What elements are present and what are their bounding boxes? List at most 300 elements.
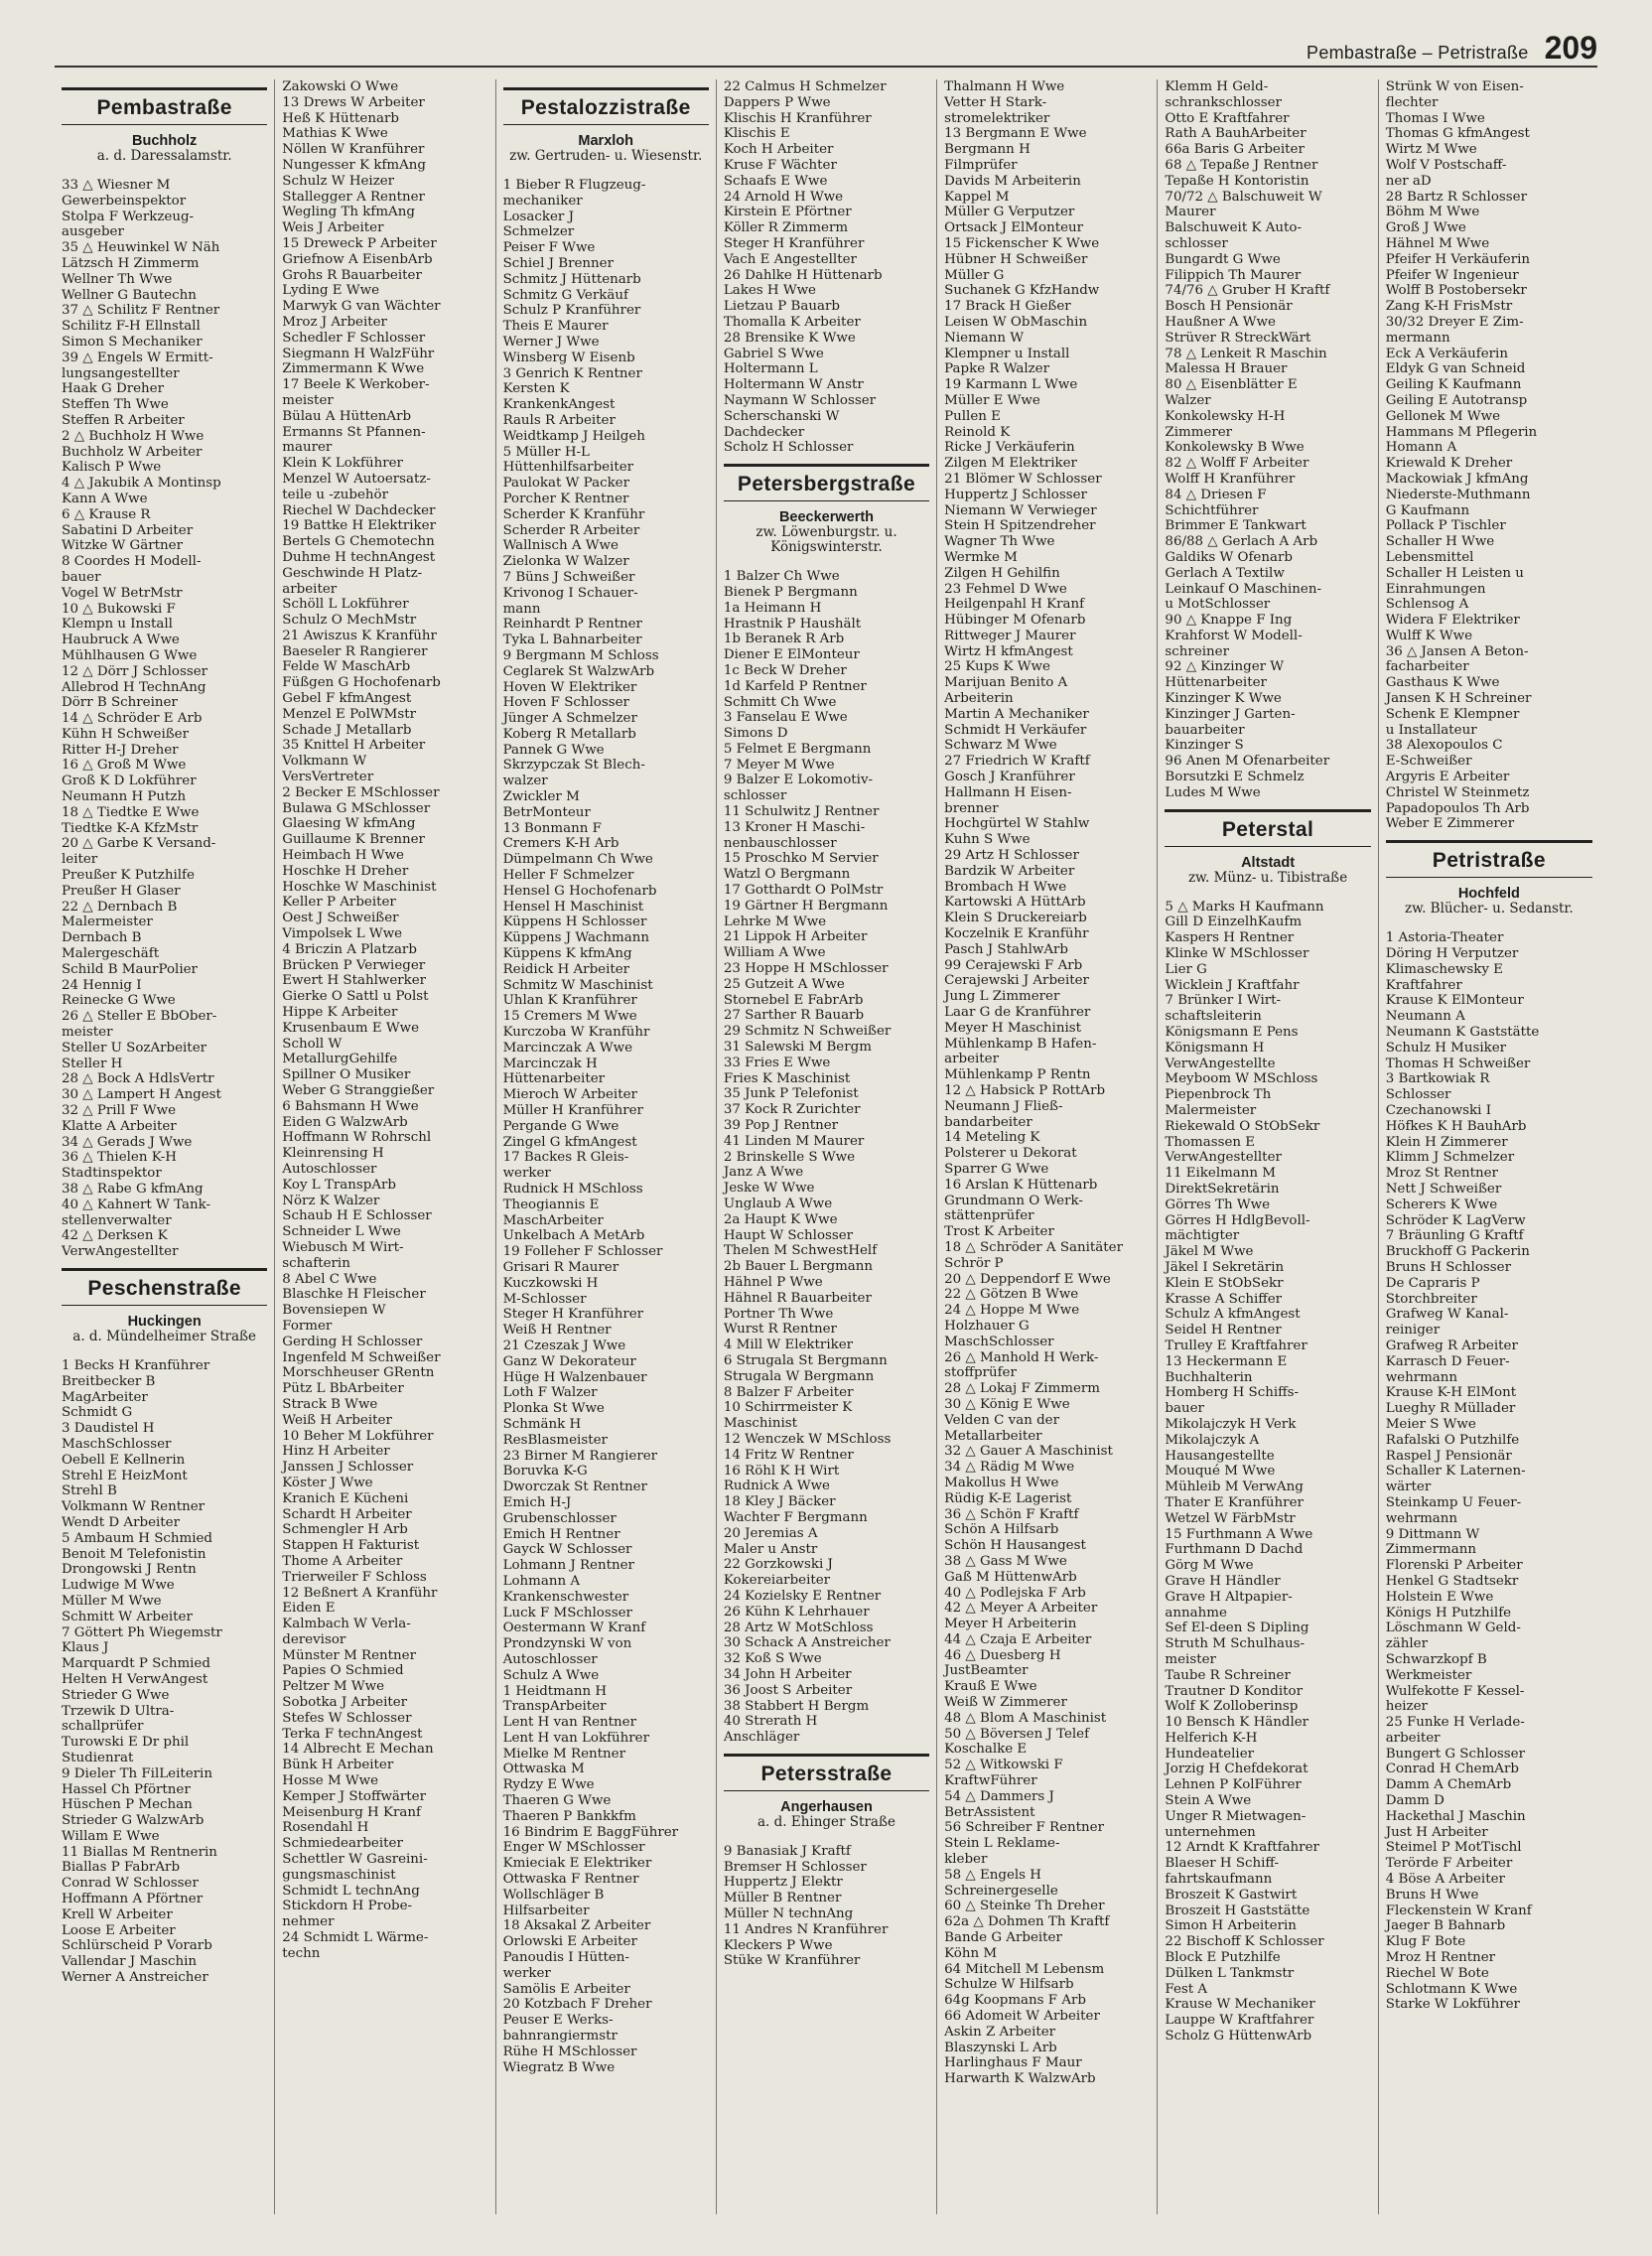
- resident-entry: 37 Kock R Zurichter: [723, 1102, 861, 1118]
- street-heading: [1386, 840, 1592, 878]
- resident-entry: Broszeit K Gastwirt: [1165, 1887, 1298, 1903]
- resident-entry: VerwAngestellter: [1165, 1150, 1282, 1166]
- resident-entry: 25 Funke H Verlade-: [1385, 1715, 1525, 1731]
- resident-entry: Meisenburg H Kranf: [282, 1804, 421, 1820]
- resident-entry: Lohmann J Rentner: [502, 1558, 634, 1574]
- resident-entry: Lakes H Wwe: [723, 283, 816, 299]
- resident-entry: 4 Briczin A Platzarb: [282, 941, 417, 957]
- resident-entry: 9 Balzer E Lokomotiv-: [723, 773, 874, 788]
- resident-entry: 36 △ Schön F Kraftf: [944, 1506, 1079, 1522]
- resident-entry: DirektSekretärin: [1165, 1182, 1280, 1197]
- resident-entry: Unger R Mietwagen-: [1165, 1808, 1307, 1824]
- resident-entry: 40 Strerath H: [723, 1714, 818, 1730]
- resident-entry: Scherers K Wwe: [1385, 1197, 1498, 1212]
- resident-entry: Bünk H Arbeiter: [282, 1758, 394, 1773]
- resident-entry: Gerding H Schlosser: [282, 1334, 423, 1349]
- resident-entry: Hallmann H Eisen-: [944, 784, 1072, 800]
- resident-entry: Dülken L Tankmstr: [1165, 1965, 1295, 1981]
- resident-entry: Schmiedearbeiter: [282, 1836, 403, 1852]
- resident-entry: arbeiter: [944, 1052, 1000, 1067]
- resident-entry: Müller B Rentner: [723, 1891, 842, 1906]
- resident-entry: Vogel W BetrMstr: [62, 585, 183, 601]
- resident-entry: Schmitz G Verkäuf: [502, 287, 628, 303]
- resident-entry: Autoschlosser: [502, 1651, 598, 1667]
- resident-entry: Nörz K Walzer: [282, 1193, 380, 1208]
- resident-entry: Pfeifer H Verkäuferin: [1385, 251, 1531, 267]
- resident-entry: Broszeit H Gaststätte: [1165, 1903, 1310, 1918]
- resident-entry: 27 Sarther R Bauarb: [723, 1008, 865, 1024]
- resident-entry: 42 △ Meyer A Arbeiter: [944, 1601, 1098, 1617]
- resident-entry: reiniger: [1385, 1323, 1441, 1339]
- resident-entry: brenner: [944, 800, 999, 816]
- resident-entry: Lent H van Rentner: [502, 1715, 636, 1731]
- resident-entry: Hoffmann A Pförtner: [62, 1892, 204, 1907]
- resident-entry: Blaeser H Schiff-: [1165, 1856, 1279, 1872]
- resident-entry: Pollack P Tischler: [1385, 518, 1506, 534]
- resident-entry: Fries K Maschinist: [723, 1070, 851, 1086]
- resident-entry: Küppens K kfmAng: [502, 946, 632, 962]
- street-location: zw. Löwenburgstr. u. Königswinterstr.: [756, 524, 897, 556]
- resident-entry: 5 △ Marks H Kaufmann: [1165, 899, 1324, 915]
- resident-entry: Krause W Mechaniker: [1165, 1997, 1315, 2013]
- resident-entry: VerwAngestellte: [1165, 1056, 1276, 1071]
- resident-entry: Panoudis I Hütten-: [502, 1950, 629, 1966]
- resident-entry: Buchhalterin: [1165, 1369, 1253, 1385]
- resident-entry: JustBeamter: [944, 1663, 1029, 1679]
- resident-entry: Terka F technAngest: [282, 1726, 423, 1742]
- resident-entry: Baeseler R Rangierer: [282, 643, 428, 659]
- resident-entry: 1 Becks H Kranführer: [62, 1357, 210, 1373]
- resident-entry: Loth F Walzer: [502, 1385, 598, 1401]
- resident-entry: Kriewald K Dreher: [1385, 456, 1513, 472]
- resident-entry: Neumann J Fließ-: [944, 1098, 1063, 1114]
- resident-entry: 2 Brinskelle S Wwe: [723, 1149, 856, 1165]
- resident-entry: Simon S Mechaniker: [62, 334, 203, 350]
- resident-entry: 33 △ Wiesner M: [62, 178, 171, 193]
- resident-entry: Kmieciak E Elektriker: [502, 1856, 652, 1872]
- resident-entry: Hippe K Arbeiter: [282, 1005, 398, 1021]
- resident-entry: Siegmann H WalzFühr: [282, 346, 435, 361]
- resident-entry: Küppens H Schlosser: [502, 915, 647, 930]
- resident-entry: Hähnel P Wwe: [723, 1274, 823, 1290]
- resident-entry: Rosendahl H: [282, 1820, 369, 1836]
- resident-entry: 2 △ Buchholz H Wwe: [62, 428, 205, 444]
- resident-entry: 99 Cerajewski F Arb: [944, 957, 1083, 973]
- resident-entry: Paulokat W Packer: [502, 476, 630, 492]
- resident-entry: 24 △ Hoppe M Wwe: [944, 1303, 1080, 1319]
- resident-entry: Wulfekotte F Kessel-: [1385, 1683, 1525, 1699]
- resident-entry: Ewert H Stahlwerker: [282, 973, 427, 989]
- top-rule: [55, 66, 1597, 68]
- resident-entry: Rath A BauhArbeiter: [1165, 126, 1307, 142]
- resident-entry: Hensel G Hochofenarb: [502, 883, 657, 899]
- resident-entry: Hähnel R Bauarbeiter: [723, 1290, 872, 1306]
- resident-entry: Schmitt W Arbeiter: [62, 1609, 193, 1624]
- resident-entry: Schaub H E Schlosser: [282, 1208, 432, 1224]
- resident-entry: 3 Bartkowiak R: [1385, 1071, 1490, 1087]
- resident-entry: Grubenschlosser: [502, 1510, 617, 1526]
- district-name: Buchholz: [132, 133, 198, 149]
- resident-entry: Marcinczak H: [502, 1056, 598, 1071]
- resident-entry: Steffen Th Wwe: [62, 397, 169, 413]
- resident-entry: Schaller H Leisten u: [1385, 565, 1524, 581]
- resident-entry: Kuczkowski H: [502, 1275, 599, 1291]
- resident-entry: Damm D: [1385, 1793, 1445, 1809]
- resident-entry: Jansen K H Schreiner: [1385, 691, 1532, 707]
- resident-entry: 13 Heckermann E: [1165, 1353, 1288, 1369]
- resident-entry: Kleinrensing H: [282, 1146, 384, 1162]
- resident-entry: 26 △ Steller E BbOber-: [62, 1009, 217, 1025]
- district-name: Beeckerwerth: [778, 509, 875, 526]
- resident-entry: 20 Jeremias A: [723, 1525, 818, 1541]
- resident-entry: 40 △ Podlejska F Arb: [944, 1585, 1086, 1601]
- resident-entry: Bardzik W Arbeiter: [944, 863, 1075, 879]
- resident-entry: 86/88 △ Gerlach A Arb: [1165, 534, 1318, 550]
- resident-entry: Müller E Wwe: [944, 392, 1040, 408]
- resident-entry: 12 Wenczek W MSchloss: [723, 1431, 892, 1447]
- resident-entry: Ceglarek St WalzwArb: [502, 663, 655, 679]
- resident-entry: 17 Beele K Werkober-: [282, 377, 430, 393]
- resident-entry: 23 Fehmel D Wwe: [944, 581, 1067, 597]
- resident-entry: Boruvka K-G: [502, 1464, 588, 1480]
- resident-entry: Steller U SozArbeiter: [62, 1040, 207, 1056]
- resident-entry: 8 Coordes H Modell-: [62, 554, 202, 570]
- resident-entry: 9 Dieler Th FilLeiterin: [62, 1765, 212, 1781]
- resident-entry: Groß J Wwe: [1385, 220, 1466, 236]
- resident-entry: 14 △ Schröder E Arb: [62, 711, 203, 727]
- resident-entry: Gayck W Schlosser: [502, 1542, 632, 1558]
- resident-entry: Malergeschäft: [62, 946, 160, 962]
- resident-entry: Gierke O Sattl u Polst: [282, 989, 429, 1005]
- resident-entry: 14 Fritz W Rentner: [723, 1447, 854, 1463]
- resident-entry: 12 △ Dörr J Schlosser: [62, 663, 208, 679]
- resident-entry: Lebensmittel: [1385, 549, 1474, 565]
- resident-entry: Ritter H-J Dreher: [62, 742, 179, 758]
- resident-entry: Czechanowski I: [1385, 1103, 1491, 1119]
- resident-entry: Thomassen E: [1165, 1134, 1256, 1150]
- resident-entry: 5 Müller H-L: [502, 444, 590, 460]
- resident-entry: Brimmer E Tankwart: [1165, 518, 1307, 534]
- resident-entry: 38 △ Gass M Wwe: [944, 1553, 1067, 1569]
- resident-entry: William A Wwe: [723, 945, 826, 961]
- resident-entry: Schulz P Kranführer: [502, 303, 641, 319]
- resident-entry: Bulawa G MSchlosser: [282, 800, 431, 816]
- resident-entry: Rydzy E Wwe: [502, 1777, 595, 1793]
- resident-entry: Klempner u Install: [944, 346, 1070, 361]
- resident-entry: Turowski E Dr phil: [62, 1735, 190, 1751]
- resident-entry: 15 Fickenscher K Wwe: [944, 235, 1100, 251]
- resident-entry: 64g Koopmans F Arb: [944, 1993, 1086, 2009]
- resident-entry: Argyris E Arbeiter: [1385, 770, 1510, 785]
- resident-entry: Mroz St Rentner: [1385, 1166, 1498, 1182]
- resident-entry: Rudnick A Wwe: [723, 1479, 830, 1494]
- resident-entry: 15 Proschko M Servier: [723, 851, 879, 867]
- resident-entry: Rüdig K-E Lagerist: [944, 1490, 1072, 1506]
- resident-entry: Schaller K Laternen-: [1385, 1464, 1526, 1480]
- street-heading: [724, 1754, 929, 1791]
- resident-entry: bauarbeiter: [1165, 722, 1245, 738]
- resident-entry: 3 Fanselau E Wwe: [723, 710, 848, 726]
- resident-entry: Neumann K Gaststätte: [1385, 1025, 1540, 1041]
- resident-entry: 28 △ Bock A HdlsVertr: [62, 1071, 214, 1087]
- resident-entry: Köller R Zimmerm: [723, 220, 849, 236]
- resident-entry: Königs H Putzhilfe: [1385, 1605, 1512, 1621]
- resident-entry: 37 △ Schilitz F Rentner: [62, 303, 220, 319]
- resident-entry: 36 △ Thielen K-H: [62, 1150, 177, 1166]
- resident-entry: Wachter F Bergmann: [723, 1509, 868, 1525]
- resident-entry: 20 △ Garbe K Versand-: [62, 836, 216, 852]
- resident-entry: schafterin: [282, 1255, 350, 1271]
- resident-entry: Cerajewski J Arbeiter: [944, 973, 1089, 989]
- resident-entry: Prondzynski W von: [502, 1636, 632, 1652]
- resident-entry: Schöll L Lokführer: [282, 597, 409, 613]
- resident-entry: Benoit M Telefonistin: [62, 1546, 206, 1562]
- resident-entry: Schwarz M Wwe: [944, 738, 1057, 754]
- resident-entry: Studienrat: [62, 1750, 134, 1765]
- resident-entry: 22 Calmus H Schmelzer: [723, 79, 887, 94]
- resident-entry: Hilfsarbeiter: [502, 1903, 590, 1918]
- resident-entry: Stickdorn H Probe-: [282, 1899, 413, 1914]
- resident-entry: Bülau A HüttenArb: [282, 408, 412, 424]
- resident-entry: Conrad W Schlosser: [62, 1876, 199, 1892]
- resident-entry: 1c Beck W Dreher: [723, 662, 847, 678]
- resident-entry: 22 △ Dernbach B: [62, 899, 178, 915]
- resident-entry: 5 Felmet E Bergmann: [723, 741, 872, 757]
- resident-entry: Thater E Kranführer: [1165, 1494, 1304, 1510]
- resident-entry: Konkolewsky H-H: [1165, 408, 1286, 424]
- resident-entry: Diener E ElMonteur: [723, 647, 860, 663]
- resident-entry: werker: [502, 1965, 551, 1981]
- resident-entry: Schwarzkopf B: [1385, 1651, 1487, 1667]
- resident-entry: 17 Backes R Gleis-: [502, 1150, 629, 1166]
- resident-entry: Thalmann H Wwe: [944, 79, 1065, 94]
- resident-entry: Mikolajczyk A: [1165, 1432, 1260, 1448]
- resident-entry: Ludwige M Wwe: [62, 1578, 175, 1594]
- resident-entry: 33 Fries E Wwe: [723, 1055, 831, 1070]
- resident-entry: Winsberg W Eisenb: [502, 350, 635, 365]
- resident-entry: zähler: [1385, 1636, 1428, 1652]
- resident-entry: 24 Arnold H Wwe: [723, 189, 844, 205]
- resident-entry: Gosch J Kranführer: [944, 770, 1075, 785]
- district-name: Hochfeld: [1457, 886, 1520, 903]
- resident-entry: Schenk E Klempner: [1385, 706, 1520, 722]
- resident-entry: Haubruck A Wwe: [62, 633, 180, 648]
- resident-entry: Heilgenpahl H Kranf: [944, 597, 1085, 613]
- resident-entry: Hübner H Schweißer: [944, 251, 1088, 267]
- resident-entry: 39 Pop J Rentner: [723, 1118, 839, 1134]
- resident-entry: Wegling Th kfmAng: [282, 205, 415, 220]
- resident-entry: Holtermann L: [723, 361, 818, 377]
- resident-entry: Samölis E Arbeiter: [502, 1981, 630, 1997]
- street-location: a. d. Daressalamstr.: [96, 148, 232, 164]
- resident-entry: annahme: [1165, 1605, 1227, 1621]
- street-name: Petersstraße: [760, 1762, 893, 1785]
- resident-entry: wehrmann: [1385, 1510, 1458, 1526]
- resident-entry: Askin Z Arbeiter: [944, 2024, 1056, 2040]
- resident-entry: 4 Mill W Elektriker: [723, 1338, 854, 1353]
- resident-entry: Zingel G kfmAngest: [502, 1134, 637, 1150]
- resident-entry: Hochgürtel W Stahlw: [944, 816, 1090, 832]
- resident-entry: 9 Bergmann M Schloss: [502, 647, 659, 663]
- resident-entry: walzer: [502, 774, 548, 789]
- resident-entry: Steinkamp U Feuer-: [1385, 1494, 1522, 1510]
- resident-entry: Unglaub A Wwe: [723, 1197, 833, 1211]
- resident-entry: 3 Genrich K Rentner: [502, 365, 642, 381]
- resident-entry: Pergande G Wwe: [502, 1118, 620, 1134]
- resident-entry: MagArbeiter: [62, 1389, 148, 1405]
- resident-entry: Florenski P Arbeiter: [1385, 1558, 1523, 1574]
- resident-entry: 22 Gorzkowski J: [723, 1557, 833, 1573]
- resident-entry: Bungardt G Wwe: [1165, 251, 1281, 267]
- resident-entry: 27 Friedrich W Kraftf: [944, 754, 1090, 770]
- resident-entry: meister: [1165, 1651, 1216, 1667]
- resident-entry: 52 △ Witkowski F: [944, 1758, 1063, 1773]
- resident-entry: 1 Balzer Ch Wwe: [723, 569, 840, 585]
- resident-entry: Grave H Händler: [1165, 1573, 1281, 1589]
- resident-entry: Meyboom W MSchloss: [1165, 1071, 1318, 1087]
- resident-entry: Weber G Stranggießer: [282, 1083, 435, 1098]
- resident-entry: Hüttenhilfsarbeiter: [502, 460, 634, 476]
- resident-entry: Klempn u Install: [62, 617, 173, 633]
- resident-entry: 28 Brensike K Wwe: [723, 330, 856, 346]
- resident-entry: 6 Bahsmann H Wwe: [282, 1098, 419, 1114]
- resident-entry: Rauls R Arbeiter: [502, 412, 616, 428]
- resident-entry: Blaszynski L Arb: [944, 2040, 1057, 2055]
- resident-entry: Meier S Wwe: [1385, 1416, 1476, 1432]
- resident-entry: Filippich Th Maurer: [1165, 267, 1302, 283]
- resident-entry: Holtermann W Anstr: [723, 377, 864, 393]
- resident-entry: Klischis E: [723, 126, 790, 142]
- resident-entry: nenbauschlosser: [723, 835, 837, 851]
- resident-entry: 12 △ Habsick P RottArb: [944, 1083, 1106, 1098]
- resident-entry: Orlowski E Arbeiter: [502, 1934, 637, 1950]
- resident-entry: Uhlan K Kranführer: [502, 993, 637, 1009]
- resident-entry: Conrad H ChemArb: [1385, 1762, 1519, 1777]
- resident-entry: 10 Schirrmeister K: [723, 1400, 853, 1416]
- resident-entry: Werkmeister: [1385, 1667, 1472, 1683]
- resident-entry: Sobotka J Arbeiter: [282, 1695, 408, 1711]
- resident-entry: Koschalke E: [944, 1742, 1028, 1758]
- resident-entry: Holzhauer G: [944, 1318, 1030, 1334]
- resident-entry: Krusenbaum E Wwe: [282, 1020, 420, 1036]
- directory-columns: [55, 79, 1599, 2214]
- resident-entry: Holstein E Wwe: [1385, 1589, 1494, 1605]
- resident-entry: Steimel P MotTischl: [1385, 1840, 1522, 1856]
- resident-entry: stoffprüfer: [944, 1365, 1017, 1381]
- street-location: zw. Blücher- u. Sedanstr.: [1405, 901, 1574, 917]
- resident-entry: Simon H Arbeiterin: [1165, 1918, 1297, 1934]
- resident-entry: Koy L TranspArb: [282, 1177, 396, 1193]
- district-name: Altstadt: [1241, 854, 1296, 871]
- resident-entry: werker: [502, 1166, 551, 1182]
- resident-entry: Zakowski O Wwe: [282, 79, 399, 94]
- resident-entry: KraftwFührer: [944, 1773, 1037, 1789]
- resident-entry: 34 △ Gerads J Wwe: [62, 1134, 193, 1150]
- resident-entry: Rudnick H MSchloss: [502, 1182, 643, 1197]
- resident-entry: Preußer H Glaser: [62, 883, 181, 899]
- resident-entry: Heß K Hüttenarb: [282, 110, 399, 126]
- resident-entry: BetrAssistent: [944, 1804, 1035, 1820]
- resident-entry: 26 Kühn K Lehrhauer: [723, 1604, 870, 1620]
- resident-entry: Vach E Angestellter: [723, 251, 857, 267]
- resident-entry: 17 Gotthardt O PolMstr: [723, 883, 884, 899]
- resident-entry: Trost K Arbeiter: [944, 1224, 1054, 1240]
- resident-entry: bandarbeiter: [944, 1114, 1032, 1130]
- street-name: Pestalozzistraße: [520, 96, 691, 119]
- resident-entry: KrankenkAngest: [502, 397, 616, 413]
- resident-entry: Krause K-H ElMont: [1385, 1385, 1517, 1401]
- resident-entry: Filmprüfer: [944, 157, 1018, 173]
- resident-entry: Löschmann W Geld-: [1385, 1621, 1521, 1636]
- resident-entry: Strack B Wwe: [282, 1396, 378, 1412]
- resident-entry: 19 Battke H Elektriker: [282, 518, 436, 534]
- resident-entry: Heimbach H Wwe: [282, 848, 404, 864]
- resident-entry: Struth M Schulhaus-: [1165, 1636, 1306, 1652]
- resident-entry: Bande G Arbeiter: [944, 1930, 1062, 1946]
- resident-entry: Marijuan Benito A: [944, 675, 1068, 691]
- resident-entry: 32 △ Gauer A Maschinist: [944, 1444, 1113, 1460]
- resident-entry: Strugala W Bergmann: [723, 1368, 875, 1384]
- resident-entry: Homann A: [1385, 440, 1457, 456]
- resident-entry: Jeske W Wwe: [723, 1181, 815, 1197]
- resident-entry: nehmer: [282, 1914, 335, 1930]
- resident-entry: Autoschlosser: [282, 1161, 377, 1177]
- resident-entry: Helferich K-H: [1165, 1730, 1258, 1746]
- resident-entry: 34 △ Rädig M Wwe: [944, 1460, 1075, 1476]
- resident-entry: fahrtskaufmann: [1165, 1872, 1273, 1888]
- resident-entry: 7 Brünker I Wirt-: [1165, 993, 1282, 1009]
- resident-entry: 36 Joost S Arbeiter: [723, 1682, 853, 1698]
- resident-entry: Walzer: [1165, 392, 1211, 408]
- resident-entry: Ganz W Dekorateur: [502, 1353, 636, 1369]
- street-heading: [1165, 809, 1370, 847]
- resident-entry: Schmidt H Verkäufer: [944, 722, 1087, 738]
- resident-entry: Meyer H Maschinist: [944, 1020, 1081, 1036]
- resident-entry: Strehl B: [62, 1483, 117, 1499]
- directory-column: [55, 79, 275, 2214]
- resident-entry: Pfeifer W Ingenieur: [1385, 267, 1519, 283]
- resident-entry: Krasse A Schiffer: [1165, 1291, 1283, 1307]
- resident-entry: Harlinghaus F Maur: [944, 2055, 1082, 2071]
- resident-entry: Piepenbrock Th: [1165, 1087, 1272, 1103]
- resident-entry: 13 Bergmann E Wwe: [944, 126, 1087, 142]
- resident-entry: Ingenfeld M Schweißer: [282, 1349, 441, 1365]
- resident-entry: Lätzsch H Zimmerm: [62, 255, 200, 271]
- resident-entry: Keller P Arbeiter: [282, 895, 396, 911]
- resident-entry: Steller H: [62, 1056, 123, 1071]
- resident-entry: Brücken P Verwieger: [282, 957, 426, 973]
- resident-entry: Harwarth K WalzwArb: [944, 2071, 1096, 2087]
- resident-entry: 28 Artz W MotSchloss: [723, 1620, 874, 1635]
- resident-entry: Dachdecker: [723, 424, 805, 440]
- resident-entry: bahnrangiermstr: [502, 2029, 618, 2044]
- resident-entry: Kinzinger K Wwe: [1165, 691, 1282, 707]
- resident-entry: Weiß W Zimmerer: [944, 1695, 1067, 1711]
- resident-entry: ausgeber: [62, 224, 124, 240]
- resident-entry: Steger H Kranführer: [723, 235, 865, 251]
- resident-entry: Enger W MSchlosser: [502, 1840, 645, 1856]
- resident-entry: Müller H Kranführer: [502, 1103, 643, 1119]
- directory-column: [717, 79, 937, 2214]
- resident-entry: Hoven W Elektriker: [502, 679, 637, 695]
- resident-entry: Dörr B Schreiner: [62, 695, 178, 711]
- resident-entry: Eldyk G van Schneid: [1385, 361, 1526, 377]
- resident-entry: Brombach H Wwe: [944, 879, 1067, 895]
- resident-entry: Velden C van der: [944, 1412, 1059, 1428]
- resident-entry: Kruse F Wächter: [723, 157, 837, 173]
- running-head: [1307, 30, 1597, 70]
- resident-entry: Tyka L Bahnarbeiter: [502, 633, 642, 648]
